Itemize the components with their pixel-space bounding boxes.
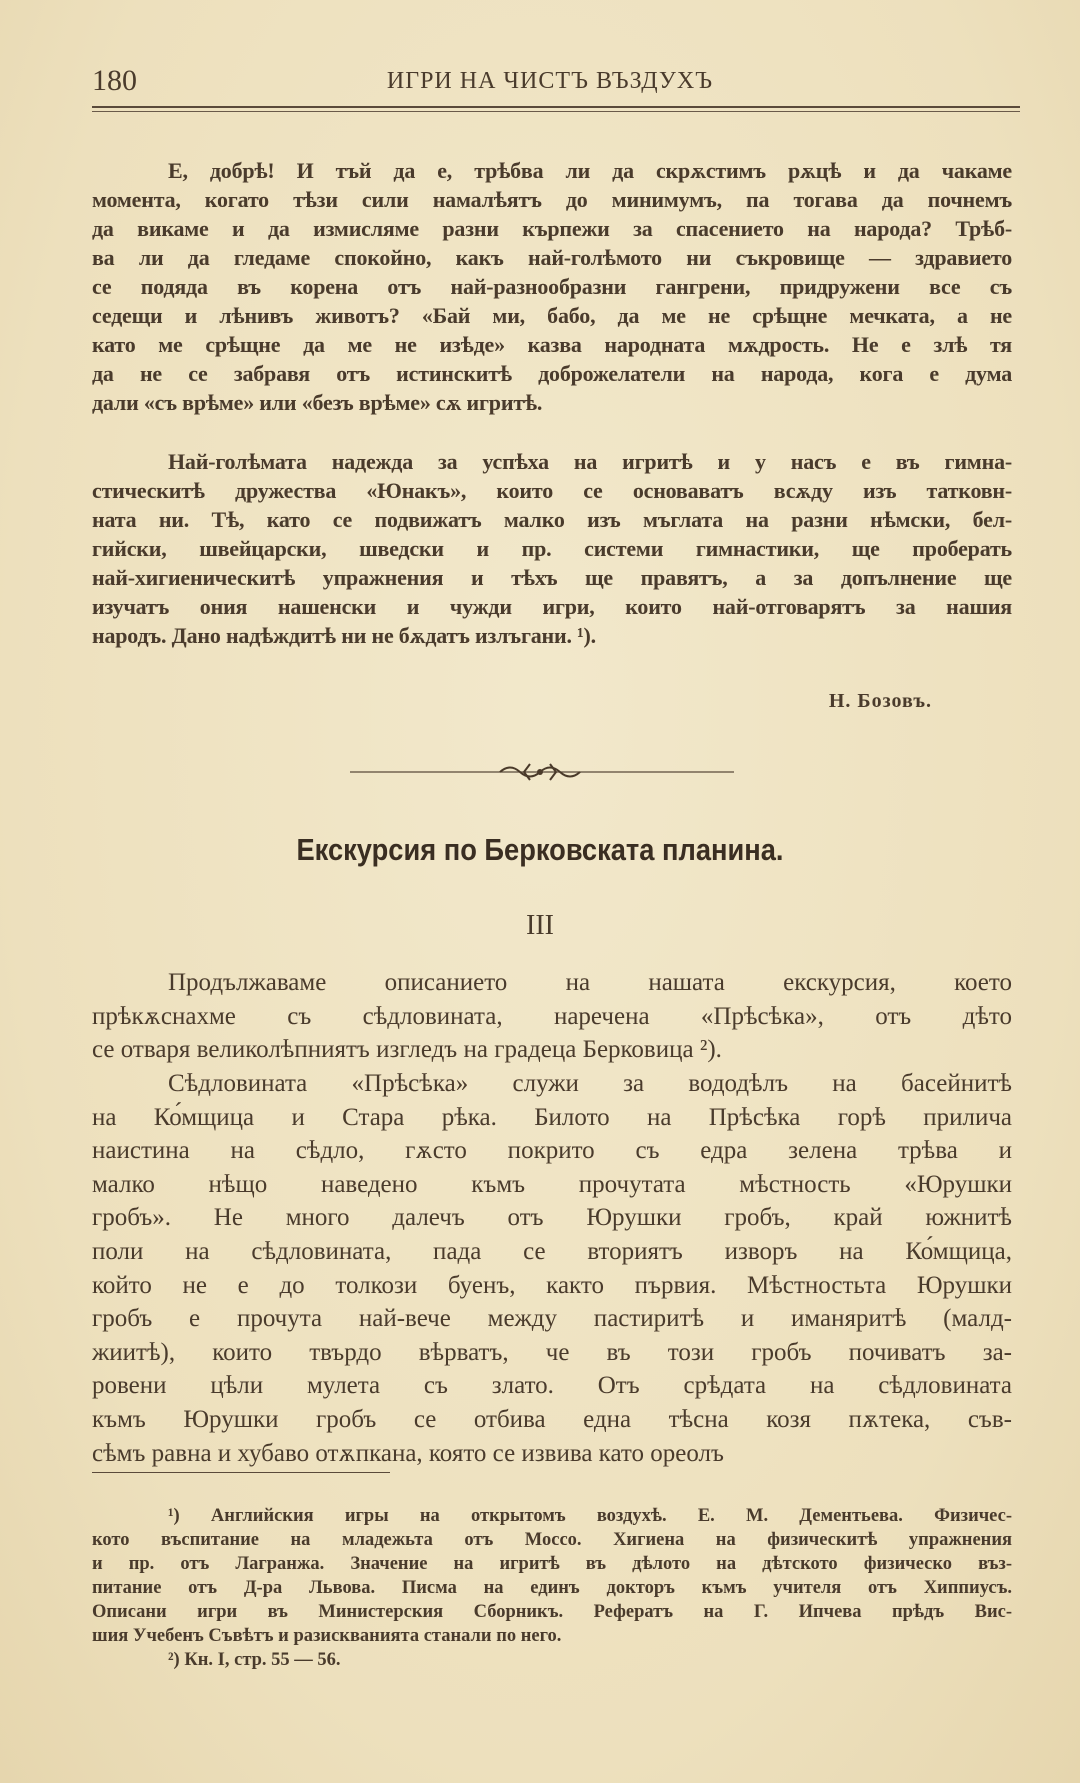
text-line: като ме срѣщне да ме не изѣде» казва народната мѫдрость. Не е злѣ тя xyxy=(92,332,1012,357)
text-line: ровени цѣли мулета съ злато. Отъ срѣдата на сѣдловината xyxy=(92,1372,1012,1400)
running-title: ИГРИ НА ЧИСТЪ ВЪЗДУХЪ xyxy=(386,68,714,94)
text-line: най-хигиеническитѣ упражнения и тѣхъ ще правятъ, а за допълнение ще xyxy=(92,565,1012,590)
footnote-rule xyxy=(92,1472,390,1473)
text-line: Продължаваме описанието на нашата екскурсия, което xyxy=(168,969,1012,996)
text-line: на Ко́мщица и Стара рѣка. Билото на Прѣсѣка горѣ прилича xyxy=(92,1103,1012,1131)
text-line: прѣкѫснахме съ сѣдловината, наречена «Прѣсѣка», отъ дѣто xyxy=(92,1002,1012,1030)
text-line: къмъ Юрушки гробъ се отбива една тѣсна козя пѫтека, съв- xyxy=(92,1405,1012,1433)
text-line: да викаме и да измисляме разни кърпежи за спасението на народа? Трѣб- xyxy=(92,216,1012,241)
footnote-1 xyxy=(92,1504,1012,1648)
text-line: гробъ». Не много далечъ отъ Юрушки гробъ, край южнитѣ xyxy=(92,1204,1012,1232)
text-line: се отваря великолѣпниятъ изгледъ на градеца Берковица ²). xyxy=(92,1036,722,1064)
text-line: Описани игри въ Министерския Сборникъ. Рефератъ на Г. Ипчева прѣдъ Вис- xyxy=(92,1602,1012,1622)
text-line: наистина на сѣдло, гѫсто покрито съ едра зелена трѣва и xyxy=(92,1137,1012,1165)
article2-paragraph-1 xyxy=(92,966,1012,1067)
footnote-2 xyxy=(92,1648,1012,1672)
text-line: седещи и лѣнивъ животъ? «Бай ми, бабо, да ме не срѣщне мечката, а не xyxy=(92,303,1012,328)
text-line: гробъ е прочута най-вече между пастиритѣ и иманяритѣ (малд- xyxy=(92,1305,1012,1333)
text-line: който не е до толкози буенъ, както първия. Мѣстностьта Юрушки xyxy=(92,1271,1012,1299)
article1-paragraph-2 xyxy=(92,447,1012,650)
text-line: питание отъ Д-ра Львова. Писма на единъ докторъ къмъ учителя отъ Хиппиусъ. xyxy=(92,1578,1012,1598)
text-line: стическитѣ дружества «Юнакъ», които се основаватъ всѫду изъ татковн- xyxy=(92,478,1012,503)
text-line: момента, когато тѣзи сили намалѣятъ до минимумъ, па тогава да почнемъ xyxy=(92,187,1012,212)
text-line: ната ни. Тѣ, като се подвижатъ малко изъ мъглата на разни нѣмски, бел- xyxy=(92,507,1012,532)
text-line: Най-голѣмата надежда за успѣха на игритѣ и у насъ е въ гимна- xyxy=(168,449,1012,474)
header-rule-thin xyxy=(92,111,1020,112)
text-line: народъ. Дано надѣждитѣ ни не бѫдатъ излъгани. ¹). xyxy=(92,623,596,648)
text-line: Сѣдловината «Прѣсѣка» служи за вододѣлъ на басейнитѣ xyxy=(168,1070,1012,1097)
text-line: шия Учебенъ Съвѣтъ и разискванията станали по него. xyxy=(92,1626,562,1646)
text-line: поли на сѣдловината, пада се вториятъ изворъ на Ко́мщица, xyxy=(92,1237,1012,1265)
text-line: Е, добрѣ! И тъй да е, трѣбва ли да скрѫстимъ рѫцѣ и да чакаме xyxy=(168,158,1012,183)
ornament-divider-icon xyxy=(350,760,734,784)
text-line: да не се забравя отъ истинскитѣ доброжелатели на народа, кога е дума xyxy=(92,361,1012,386)
article1-paragraph-1 xyxy=(92,156,1012,417)
text-line: сѣмъ равна и хубаво отѫпкана, която се извива като ореолъ xyxy=(92,1439,724,1467)
text-line: се подяда въ корена отъ най-разнообразни гангрени, придружени все съ xyxy=(92,274,1012,299)
text-line: ²) Кн. I, стр. 55 — 56. xyxy=(168,1650,341,1670)
text-line: ва ли да гледаме спокойно, какъ най-голѣмото ни съкровище — здравието xyxy=(92,245,1012,270)
article2-paragraph-2 xyxy=(92,1067,1012,1470)
text-line: и пр. отъ Лагранжа. Значение на игритѣ въ дѣлото на дѣтското физическо въз- xyxy=(92,1554,1012,1574)
signature: Н. Бозовъ. xyxy=(828,690,932,712)
text-line: гийски, швейцарски, шведски и пр. системи гимнастики, ще проберать xyxy=(92,536,1012,561)
text-line: изучатъ ония нашенски и чужди игри, които най-отговарятъ за нашия xyxy=(92,594,1012,619)
article-title: Екскурсия по Берковската планина. xyxy=(296,832,784,867)
header-rule xyxy=(92,106,1020,108)
section-number: III xyxy=(526,910,554,941)
running-header xyxy=(92,64,1008,100)
text-line: малко нѣщо наведено къмъ прочутата мѣстность «Юрушки xyxy=(92,1170,1012,1198)
page-number: 180 xyxy=(92,64,137,97)
text-line: кото въспитание на младежьта отъ Моссо. Хигиена на физическитѣ упражнения xyxy=(92,1530,1012,1550)
text-line: дали «съ врѣме» или «безъ врѣме» сѫ игритѣ. xyxy=(92,390,543,415)
text-line: ¹) Английския игры на открытомъ воздухѣ. Е. М. Дементьева. Физичес- xyxy=(168,1506,1012,1526)
text-line: жиитѣ), които твърдо вѣрватъ, че въ този гробъ почиватъ за- xyxy=(92,1338,1012,1366)
